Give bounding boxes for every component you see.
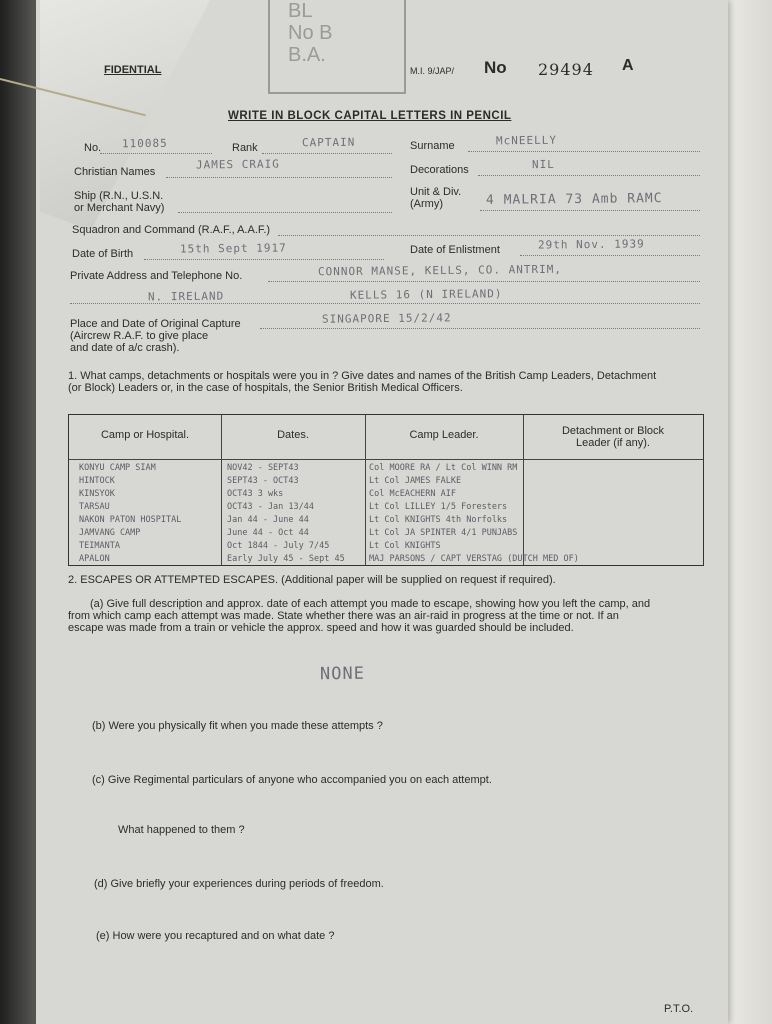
question-2-heading: 2. ESCAPES OR ATTEMPTED ESCAPES. (Additional paper will be supplied on request if required).	[68, 574, 556, 586]
question-2c-followup: What happened to them ?	[118, 824, 245, 836]
squadron-label: Squadron and Command (R.A.F., A.A.F.)	[72, 224, 271, 236]
surname-rule	[468, 151, 700, 152]
table-cell-camp: TEIMANTA	[79, 541, 120, 551]
service-no-label: No.	[84, 142, 102, 154]
table-cell-camp: JAMVANG CAMP	[79, 528, 141, 538]
table-cell-leader: Col MOORE RA / Lt Col WINN RM	[369, 463, 518, 473]
table-cell-dates: OCT43 3 wks	[227, 489, 284, 499]
unit-label-2: (Army)	[410, 198, 443, 210]
header-leader: Camp Leader.	[409, 429, 479, 441]
capture-label-1: Place and Date of Original Capture	[70, 318, 241, 330]
table-cell-leader: Lt Col KNIGHTS 4th Norfolks	[369, 515, 508, 525]
form-suffix: A	[622, 57, 634, 74]
table-cell-dates: Jan 44 - June 44	[227, 515, 309, 525]
stamp-line-3: B.A.	[288, 44, 326, 66]
christian-names-value: JAMES CRAIG	[195, 157, 280, 172]
question-2b: (b) Were you physically fit when you made these attempts ?	[92, 720, 383, 732]
ship-label-1: Ship (R.N., U.S.N.	[74, 190, 164, 202]
table-cell-camp: APALON	[79, 554, 110, 564]
table-cell-camp: TARSAU	[79, 502, 110, 512]
surname-label: Surname	[410, 140, 455, 152]
ship-rule	[178, 212, 392, 213]
unit-value: 4 MALRIA 73 Amb RAMC	[485, 191, 663, 208]
question-2e: (e) How were you recaptured and on what date ?	[96, 930, 335, 942]
dob-value: 15th Sept 1917	[179, 241, 287, 256]
question-2c: (c) Give Regimental particulars of anyone who accompanied you on each attempt.	[92, 774, 492, 786]
escape-answer: NONE	[319, 663, 366, 685]
table-cell-camp: KONYU CAMP SIAM	[79, 463, 156, 473]
christian-names-label: Christian Names	[74, 166, 156, 178]
dob-rule	[144, 259, 384, 260]
question-2d: (d) Give briefly your experiences during periods of freedom.	[94, 878, 384, 890]
stamp-line-1: BL	[288, 0, 313, 22]
table-cell-leader: MAJ PARSONS / CAPT VERSTAG (DUTCH MED OF)	[369, 554, 579, 564]
squadron-rule	[278, 235, 700, 236]
unit-rule	[480, 210, 700, 211]
decorations-value: NIL	[531, 157, 555, 172]
header-dates: Dates.	[277, 429, 309, 441]
question-1-line-2: (or Block) Leaders or, in the case of hospitals, the Senior British Medical Officers.	[68, 382, 463, 394]
table-cell-leader: Col McEACHERN AIF	[369, 489, 456, 499]
question-2a-line-2: from which camp each attempt was made. State whether there was an air-raid in progress at the time or not. If an	[68, 610, 619, 622]
table-cell-dates: Oct 1844 - July 7/45	[227, 541, 330, 551]
capture-label-3: and date of a/c crash).	[70, 342, 180, 354]
christian-names-rule	[166, 177, 392, 178]
question-2a-line-1: (a) Give full description and approx. date of each attempt you made to escape, showing how you left the camp, and	[90, 598, 651, 610]
table-cell-leader: Lt Col JA SPINTER 4/1 PUNJABS	[369, 528, 518, 538]
service-no-rule	[100, 153, 212, 154]
address-value-2: N. IRELAND	[147, 289, 225, 304]
stamp-line-2: No B	[288, 22, 333, 44]
table-cell-camp: HINTOCK	[79, 476, 115, 486]
header-divider	[69, 459, 703, 460]
unit-label-1: Unit & Div.	[410, 186, 462, 198]
table-cell-dates: NOV42 - SEPT43	[227, 463, 299, 473]
form-reference: M.I. 9/JAP/	[410, 66, 455, 76]
service-no-value: 110085	[121, 136, 168, 151]
rank-rule	[262, 153, 392, 154]
table-cell-dates: Early July 45 - Sept 45	[227, 554, 345, 564]
dob-label: Date of Birth	[72, 248, 134, 260]
header-camp: Camp or Hospital.	[100, 429, 190, 441]
enlistment-label: Date of Enlistment	[410, 244, 500, 256]
rank-value: CAPTAIN	[301, 135, 356, 150]
camps-table	[68, 414, 704, 566]
ship-label-2: or Merchant Navy)	[74, 202, 165, 214]
table-cell-dates: June 44 - Oct 44	[227, 528, 309, 538]
rank-label: Rank	[232, 142, 258, 154]
address-rule-2	[70, 303, 700, 304]
table-cell-camp: NAKON PATON HOSPITAL	[79, 515, 182, 525]
question-1-line-1: 1. What camps, detachments or hospitals were you in ? Give dates and names of the British Camp Leaders, Detachment	[68, 370, 657, 382]
form-title: WRITE IN BLOCK CAPITAL LETTERS IN PENCIL	[228, 110, 512, 122]
capture-rule	[260, 328, 700, 329]
decorations-rule	[478, 175, 700, 176]
table-cell-dates: OCT43 - Jan 13/44	[227, 502, 314, 512]
decorations-label: Decorations	[410, 164, 469, 176]
please-turn-over: P.T.O.	[664, 1003, 694, 1015]
enlistment-rule	[520, 255, 700, 256]
header-detachment-2: Leader (if any).	[576, 437, 650, 449]
table-cell-dates: SEPT43 - OCT43	[227, 476, 299, 486]
capture-label-2: (Aircrew R.A.F. to give place	[70, 330, 209, 342]
header-detachment-1: Detachment or Block	[561, 425, 665, 437]
question-2a-line-3: escape was made from a train or vehicle the approx. speed and how it was guarded should be included.	[68, 622, 574, 634]
confidential-label: FIDENTIAL	[104, 64, 162, 76]
surname-value: McNEELLY	[495, 133, 558, 148]
enlistment-value: 29th Nov. 1939	[537, 237, 645, 252]
address-rule-1	[268, 281, 700, 282]
table-cell-camp: KINSYOK	[79, 489, 115, 499]
capture-value: SINGAPORE 15/2/42	[321, 311, 452, 326]
table-cell-leader: Lt Col LILLEY 1/5 Foresters	[369, 502, 508, 512]
number-label: No	[484, 58, 507, 77]
table-cell-leader: Lt Col JAMES FALKE	[369, 476, 462, 486]
form-number: 29494	[538, 60, 594, 79]
address-value-1: CONNOR MANSE, KELLS, CO. ANTRIM,	[317, 262, 562, 279]
table-cell-leader: Lt Col KNIGHTS	[369, 541, 441, 551]
address-value-3: KELLS 16 (N IRELAND)	[349, 287, 503, 302]
address-label: Private Address and Telephone No.	[70, 270, 243, 282]
registry-stamp	[268, 0, 406, 94]
